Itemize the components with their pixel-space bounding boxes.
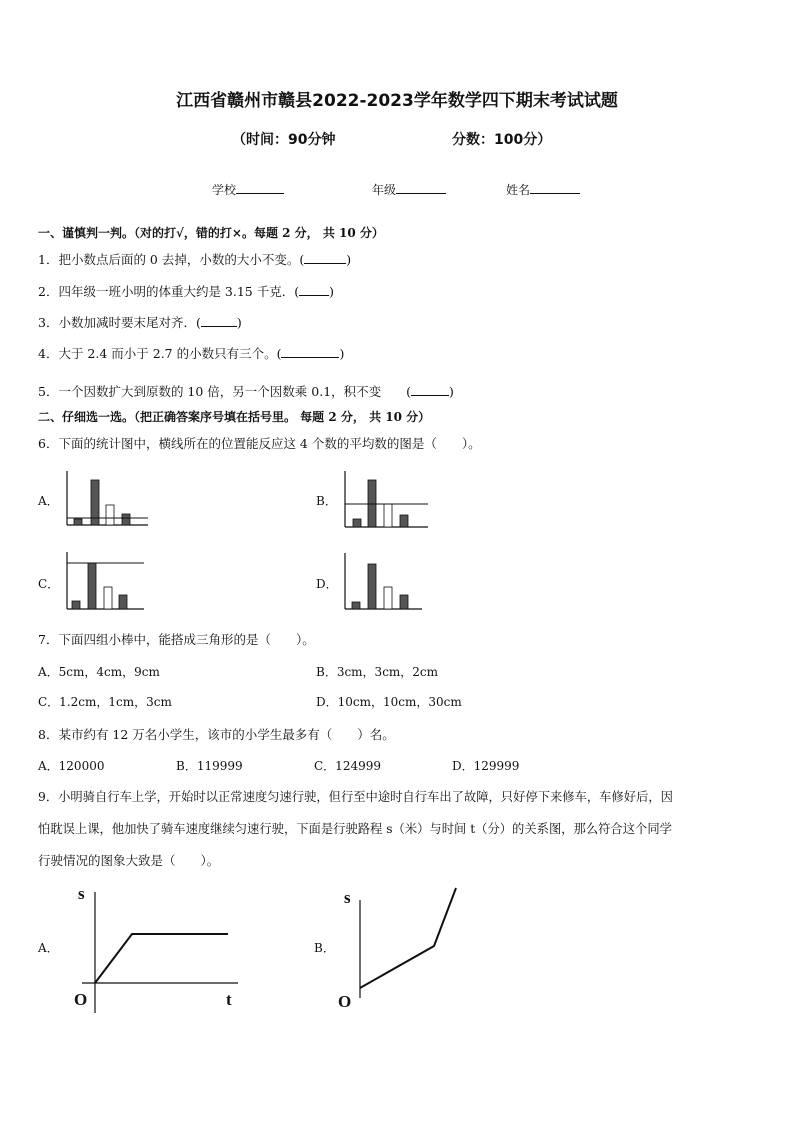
- section-2-heading: 二、仔细选一选。（把正确答案序号填在括号里。 每题 2 分， 共 10 分）: [38, 410, 431, 424]
- q9a-o-label: O: [74, 990, 88, 1009]
- q8-option-b: B．119999: [176, 759, 243, 773]
- q6-chart-d: [344, 552, 424, 612]
- school-field[interactable]: [212, 181, 284, 198]
- q6-option-b-label: B．: [316, 494, 337, 508]
- q9-option-b-label: B．: [314, 941, 335, 955]
- q6-option-a-label: A．: [38, 494, 59, 508]
- q8-option-a: A．120000: [38, 759, 105, 773]
- q9a-s-label: s: [78, 884, 85, 903]
- exam-score: 分数：100分）: [452, 132, 552, 148]
- grade-label: 年级: [372, 183, 397, 197]
- judge-question-2: 2．四年级一班小明的体重大约是 3.15 千克．( ): [38, 284, 334, 299]
- judge-question-3: 3．小数加减时要末尾对齐．( ): [38, 315, 242, 330]
- judge-question-5: 5．一个因数扩大到原数的 10 倍，另一个因数乘 0.1，积不变 ( ): [38, 384, 454, 399]
- judge-question-1: 1．把小数点后面的 0 去掉，小数的大小不变。( ): [38, 252, 352, 267]
- q6-chart-a: [66, 470, 150, 528]
- q6-chart-b: [344, 470, 430, 528]
- name-field[interactable]: [506, 181, 580, 198]
- q8-option-d: D．129999: [452, 759, 520, 773]
- q8-option-c: C．124999: [314, 759, 381, 773]
- question-6: 6．下面的统计图中，横线所在的位置能反应这 4 个数的平均数的图是（ ）。: [38, 436, 481, 451]
- section-1-heading: 一、谨慎判一判。（对的打√，错的打×。每题 2 分， 共 10 分）: [38, 226, 384, 240]
- q6-chart-c: [66, 551, 146, 611]
- exam-time: （时间：90分钟: [232, 132, 336, 148]
- question-8: 8．某市约有 12 万名小学生，该市的小学生最多有（ ）名。: [38, 727, 395, 742]
- school-label: 学校: [212, 183, 237, 197]
- q7-option-d: D．10cm，10cm，30cm: [316, 695, 462, 709]
- question-7: 7．下面四组小棒中，能搭成三角形的是（ ）。: [38, 632, 315, 647]
- q7-option-a: A．5cm，4cm，9cm: [38, 665, 160, 679]
- judge-question-4: 4．大于 2.4 而小于 2.7 的小数只有三个。( ): [38, 346, 345, 361]
- question-9-line-1: 9．小明骑自行车上学，开始时以正常速度匀速行驶，但行至中途时自行车出了故障，只好停下来修车，车修好后，因: [38, 790, 673, 804]
- q7-option-c: C．1.2cm，1cm，3cm: [38, 695, 172, 709]
- exam-title: 江西省赣州市赣县2022-2023学年数学四下期末考试试题: [176, 91, 618, 111]
- q9-graph-b: [336, 880, 476, 1015]
- q9b-o-label: O: [338, 992, 352, 1011]
- q6-option-d-label: D．: [316, 577, 338, 591]
- q9-graph-a: [60, 880, 250, 1015]
- name-label: 姓名: [506, 183, 531, 197]
- question-9-line-2: 怕耽误上课，他加快了骑车速度继续匀速行驶，下面是行驶路程 s（米）与时间 t（分）的关系图，那么符合这个同学: [38, 822, 672, 836]
- grade-field[interactable]: [372, 181, 446, 198]
- question-9-line-3: 行驶情况的图象大致是（ ）。: [38, 853, 220, 868]
- q9b-s-label: s: [344, 888, 351, 907]
- q7-option-b: B．3cm，3cm，2cm: [316, 665, 439, 679]
- q6-option-c-label: C．: [38, 577, 60, 591]
- q9a-t-label: t: [226, 990, 232, 1009]
- q9-option-a-label: A．: [38, 941, 59, 955]
